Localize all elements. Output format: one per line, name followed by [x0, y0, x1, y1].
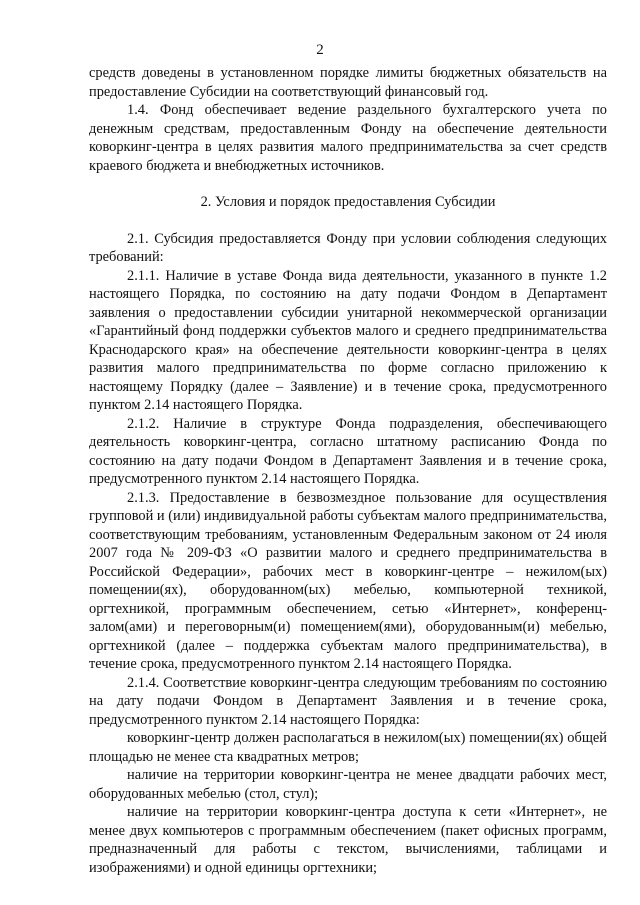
- requirement-item: наличие на территории коворкинг-центра доступа к сети «Интернет», не менее двух компьютеров с программным обеспечением (пакет офисных программ, предназначенный для работы с текстом, вычислениями, таблицами и изображениями) и одной единицы оргтехники;: [89, 804, 607, 876]
- page-number: 2: [316, 42, 324, 58]
- paragraph-2-1-4: 2.1.4. Соответствие коворкинг-центра следующим требованиям по состоянию на дату подачи Фондом в Департамент Заявления и в течение срока, предусмотренного пунктом 2.14 настоящего Порядка:: [89, 674, 607, 728]
- section-heading: 2. Условия и порядок предоставления Субсидии: [200, 194, 496, 210]
- requirement-item: коворкинг-центр должен располагаться в нежилом(ых) помещении(ях) общей площадью не менее ста квадратных метров;: [89, 730, 607, 765]
- paragraph-2-1-2: 2.1.2. Наличие в структуре Фонда подразделения, обеспечивающего деятельность коворкинг-центра, согласно штатному расписанию Фонда по состоянию на дату подачи Фондом в Департамент Заявления и в течение срока, предусмотренного пунктом 2.14 настоящего Порядка.: [89, 415, 607, 487]
- paragraph-2-1: 2.1. Субсидия предоставляется Фонду при условии соблюдения следующих требований:: [89, 230, 607, 265]
- paragraph-continuation: средств доведены в установленном порядке лимиты бюджетных обязательств на предоставление Субсидии на соответствующий финансовый год.: [89, 65, 607, 100]
- requirement-item: наличие на территории коворкинг-центра не менее двадцати рабочих мест, оборудованных мебелью (стол, стул);: [89, 767, 607, 802]
- paragraph-2-1-1: 2.1.1. Наличие в уставе Фонда вида деятельности, указанного в пункте 1.2 настоящего Порядка, по состоянию на дату подачи Фондом в Департамент заявления о предоставлении субсидии унитарной некоммерческой организации «Гарантийный фонд поддержки субъектов малого и среднего предпринимательства Краснодарского края» на обеспечение деятельности коворкинг-центра в целях развития малого предпринимательства по форме согласно приложению к настоящему Порядку (далее – Заявление) и в течение срока, предусмотренного пунктом 2.14 настоящего Порядка.: [89, 267, 607, 413]
- document-body: [89, 64, 607, 877]
- paragraph-1-4: 1.4. Фонд обеспечивает ведение раздельного бухгалтерского учета по денежным средствам, предоставленным Фонду на обеспечение деятельности коворкинг-центра в целях развития малого предпринимательства за счет средств краевого бюджета и внебюджетных источников.: [89, 102, 607, 174]
- paragraph-2-1-3: 2.1.3. Предоставление в безвозмездное пользование для осуществления групповой и (или) индивидуальной работы субъектам малого предпринимательства, соответствующим требованиям, установленным Федеральным законом от 24 июля 2007 года № 209-ФЗ «О развитии малого и среднего предпринимательства в Российской Федерации», рабочих мест в коворкинг-центре – нежилом(ых) помещении(ях), оборудованном(ых) мебелью, компьютерной техникой, оргтехникой, программным обеспечением, сетью «Интернет», конференц-залом(ами) и переговорным(и) помещением(ями), оборудованным(и) мебелью, оргтехникой (далее – поддержка субъектам малого предпринимательства), в течение срока, предусмотренного пунктом 2.14 настоящего Порядка.: [89, 489, 607, 672]
